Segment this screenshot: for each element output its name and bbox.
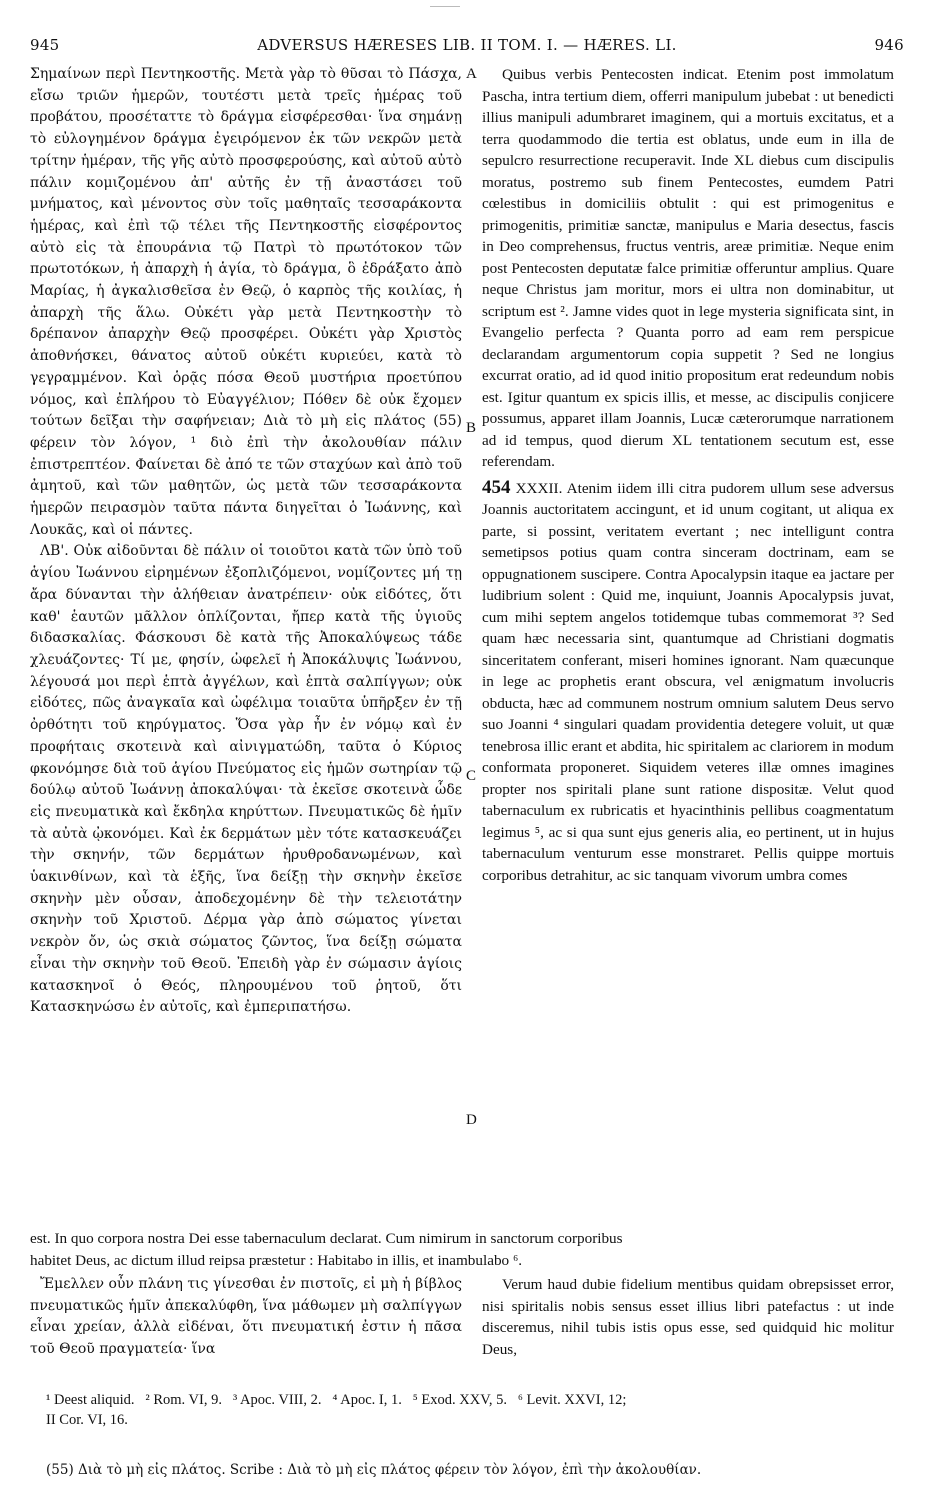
- full-width-line-2: [30, 1250, 904, 1272]
- margin-letter-c: C: [466, 768, 477, 784]
- full-width-right: habitet Deus, ac dictum illud reipsa præstetur : Habitabo in illis, et inambulabo ⁶.: [30, 1252, 523, 1269]
- latin-tail-column: [482, 1274, 898, 1360]
- section-number: 454: [482, 476, 511, 498]
- greek-tail: Ἔμελλεν οὖν πλάνη τις γίνεσθαι ἐν πιστοῖς, εἰ μὴ ἡ βίβλος πνευματικῶς ἡμῖν ἀπεκαλύφθη, ἵνα μάθωμεν μὴ σαλπίγγων εἶναι χρείαν, ἀλλὰ εἰδέναι, ὅτι πνευματική ἐστιν ἡ πᾶσα τοῦ Θεοῦ πραγματεία· ἵνα: [30, 1276, 467, 1358]
- greek-tail-column: [30, 1274, 467, 1361]
- latin-paragraph: XXXII. Atenim iidem illi citra pudorem ullum sese adversus Joannis auctoritatem accingunt, et id unum cogitant, ut aliqua ex parte, si possint, veritatem evertant ; nec intelligunt contra semetipsos potius quam contra sinceram doctrinam, eam se oppugnationem suscipere. Contra Apocalypsin itaque ea jactare per ludibrium solent : Quid me, inquiunt, Joannis Apocalypsis juvat, cum mihi septem angelos totidemque tubas commemorat ³? Sed quam hæc necessaria sint, quantumque ad Christiani dogmatis sinceritatem conferant, miseri homines ignorant. Nam quæcunque in lege ac prophetis erant obscura, vel ænigmatum involucris obducta, hæc ad communem nostrum omnium salutem Deus servo suo Joanni ⁴ singulari quadam providentia detegere voluit, ut quæ tenebrosa illic erant et abdita, hic spiritalem ac clariorem in modum conformata proponeret. Siquidem veteres illæ omnes imagines propter nos spiritali plane sunt ratione dispositæ. Velut quod tabernaculum ex rubricatis et hyacinthinis pellibus coagmentatum legimus ⁵, ac si qua sunt ejus generis alia, eo pertinent, ut in hujus tabernaculum venturum esse monstraret. Pellis quippe mortuis corporibus detrahitur, ac sic tanquam vivorum umbra comes: [482, 479, 898, 884]
- greek-column: [30, 64, 467, 1019]
- page-number-left: 945: [30, 36, 60, 54]
- full-width-left: est. In quo corpora nostra Dei esse tabernaculum declarat. Cum nimirum in sanctorum corporibus: [30, 1230, 623, 1247]
- footnote-line: II Cor. VI, 16.: [46, 1412, 128, 1428]
- latin-paragraph: Quibus verbis Pentecosten indicat. Etenim post immolatum Pascha, intra tertium diem, offerri manipulum jubebat : ut benedicti illius manipuli adumbraret imaginem, qui a mortuis excitatus, et a terra quodammodo die tertia est oblatus, unde eum in illa de sepulcro resurrectione recuperavit. Inde XL diebus cum discipulis moratus, postremo sub finem Pentecostes, eumdem Patri cœlestibus in domiciliis obtulit : qui est primogenitus e primogenitis, primitiæ sanctæ, manipulus e Maria desectus, fascis in Deo comprehensus, fructus ventris, areæ primitiæ. Neque enim post Pentecosten deputatæ falce primitiæ offeruntur amplius. Quare neque Christus jam moritur, mors ei ultra non dominabitur, ut scriptum est ². Jamne vides quot in lege mysteria significata sint, in Evangelio perfecta ? Quanta porro ad eam rem perspicue declarandam argumentorum copia suppetit ? Sed ne longius excurrat oratio, ad id quod initio propositum erat redeundum nobis est. Igitur quantum ex spicis illis, et messe, ac discipulis conjicere possumus, apparet illam Joannis, Lucæ cæterorumque narrationem ad id tempus, quod dierum XL tentationem secutum est, esse referendam.: [482, 66, 898, 470]
- greek-paragraph: Σημαίνων περὶ Πεντηκοστῆς. Μετὰ γὰρ τὸ θῦσαι τὸ Πάσχα, εἴσω τριῶν ἡμερῶν, τουτέστι μετὰ τρεῖς ἡμέρας τοῦ προβάτου, προσέταττε τὸ δράγμα εἰσφέρεσθαι· ἵνα σημάνῃ τὸ εὐλογημένον δράγμα ἐγειρόμενον ἐκ τῶν νεκρῶν μετὰ τρίτην ἡμέραν, τῆς γῆς αὐτὸ προσφερούσης, καὶ αὐτοῦ αὐτὸ πάλιν κομιζομένου ἀπ' αὐτῆς ἐν τῇ ἀναστάσει τοῦ μνήματος, καὶ μένοντος σὺν τοῖς μαθηταῖς τεσσαράκοντα ἡμέρας, καὶ ἐπὶ τῷ τέλει τῆς Πεντηκοστῆς εἰσφέροντος αὐτὸ εἰς τὰ ἐπουράνια τῷ Πατρὶ τὸ πρωτότοκον τῶν πρωτοτόκων, ἡ ἀπαρχὴ ἡ ἁγία, τὸ δράγμα, ὃ ἐδράξατο ἀπὸ Μαρίας, ἡ ἀγκαλισθεῖσα ἐν Θεῷ, ὁ καρπὸς τῆς κοιλίας, ἡ ἀπαρχὴ τῆς ἅλω. Οὐκέτι γὰρ μετὰ Πεντηκοστὴν τὸ δρέπανον ἀπαρχὴν Θεῷ προσφέρει. Οὐκέτι γὰρ Χριστὸς ἀποθνήσκει, θάνατος αὐτοῦ οὐκέτι κυριεύει, κατὰ τὸ γεγραμμένον. Καὶ ὁρᾷς πόσα Θεοῦ μυστήρια προετύπου νόμος, καὶ ἐπλήρου τὸ Εὐαγγέλιον; Πόθεν δὲ οὐκ ἔχομεν τούτων δεῖξαι τὴν σαφήνειαν; Διὰ τὸ μὴ εἰς πλάτος (55) φέρειν τὸν λόγον, ¹ διὸ ἐπὶ τὴν ἀκολουθίαν πάλιν ἐπιστρεπτέον. Φαίνεται δὲ ἀπό τε τῶν σταχύων καὶ ἀπὸ τοῦ ἀμητοῦ, καὶ τῶν μαθητῶν, ὡς μετὰ τῶν τεσσαράκοντα ἡμερῶν πειρασμὸν ταῦτα πάντα διηγεῖται ὁ Ἰωάννης, καὶ Λουκᾶς, καὶ οἱ πάντες.: [30, 66, 467, 538]
- page-header: [30, 36, 904, 58]
- margin-letter-b: B: [466, 420, 477, 436]
- running-title: ADVERSUS HÆRESES LIB. II TOM. I. — HÆRES. LI.: [257, 36, 677, 54]
- full-width-line: [30, 1228, 904, 1250]
- top-rule: [430, 6, 460, 7]
- page-number-right: 946: [874, 36, 904, 54]
- footnote-line: ¹ Deest aliquid. ² Rom. VI, 9. ³ Apoc. VIII, 2. ⁴ Apoc. I, 1. ⁵ Exod. XXV, 5. ⁶ Levit. XXVI, 12;: [46, 1392, 627, 1408]
- margin-letter-d: D: [466, 1112, 477, 1128]
- footnotes: [46, 1390, 904, 1430]
- greek-paragraph: ΛΒ'. Οὐκ αἰδοῦνται δὲ πάλιν οἱ τοιοῦτοι κατὰ τῶν ὑπὸ τοῦ ἁγίου Ἰωάννου εἰρημένων ἐξοπλιζόμενοι, νομίζοντες μή τῃ ἄρα δύνανται τὴν ἀλήθειαν ἀνατρέπειν· οὐκ εἰδότες, ὅτι καθ' ἑαυτῶν μᾶλλον ὁπλίζονται, ἤπερ κατὰ τῆς ὑγιοῦς διδασκαλίας. Φάσκουσι δὲ κατὰ τῆς Ἀποκαλύψεως τάδε χλευάζοντες· Τί με, φησίν, ὠφελεῖ ἡ Ἀποκάλυψις Ἰωάννου, λέγουσά μοι περὶ ἑπτὰ ἀγγέλων, καὶ ἑπτὰ σαλπίγγων; οὐκ εἰδότες, πῶς ἀναγκαῖα καὶ ὠφέλιμα τοιαῦτα ὑπῆρξεν ἐν τῇ ὀρθότητι τοῦ κηρύγματος. Ὅσα γὰρ ἦν ἐν νόμῳ καὶ ἐν προφήταις σκοτεινὰ καὶ αἰνιγματώδη, ταῦτα ὁ Κύριος φκονόμησε διὰ τοῦ ἁγίου Πνεύματος εἰς ἡμῶν σωτηρίαν τῷ δούλῳ αὐτοῦ Ἰωάννῃ ἀποκαλύψαι· τὰ ἐκεῖσε σκοτεινὰ ὧδε εἰς πνευματικὰ καὶ ἔκδηλα κηρύττων. Πνευματικῶς δὲ ἡμῖν τὰ αὐτὰ ᾠκονόμει. Καὶ ἐκ δερμάτων μὲν τότε κατασκευάζει τὴν σκηνήν, τῶν δερμάτων ἠρυθροδανωμένων, καὶ ὑακινθίνων, καὶ τὰ ἑξῆς, ἵνα δείξῃ τὴν σκηνὴν ἐκεῖσε σκηνὴν μὲν οὖσαν, ἀποδεχομένην δὲ τὴν τελειοτάτην σκηνὴν τοῦ Χριστοῦ. Δέρμα γὰρ ἀπὸ σώματος γίνεται νεκρὸν ὄν, ὡς σκιὰ σώματος ζῶντος, ἵνα δείξῃ σώματα εἶναι τὴν σκηνὴν τοῦ Θεοῦ. Ἐπειδὴ γὰρ ἐν σώμασιν ἁγίοις κατασκηνοῖ ὁ Θεός, πληρουμένου τοῦ ῥητοῦ, ὅτι Κατασκηνώσω ἐν αὐτοῖς, καὶ ἐμπεριπατήσω.: [30, 543, 467, 1016]
- latin-column: [482, 64, 898, 886]
- margin-letter-a: A: [466, 66, 477, 82]
- latin-tail: Verum haud dubie fidelium mentibus quidam obrepsisset error, nisi spiritalis nobis sensus esset illius libri patefactus : ut inde disceremus, nihil tubis istis opus esse, sed quidquid hic molitur Deus,: [482, 1276, 898, 1358]
- editor-note: (55) Διὰ τὸ μὴ εἰς πλάτος. Scribe : Διὰ τὸ μὴ εἰς πλάτος φέρειν τὸν λόγον, ἐπὶ τὴν ἀκολουθίαν.: [46, 1462, 702, 1478]
